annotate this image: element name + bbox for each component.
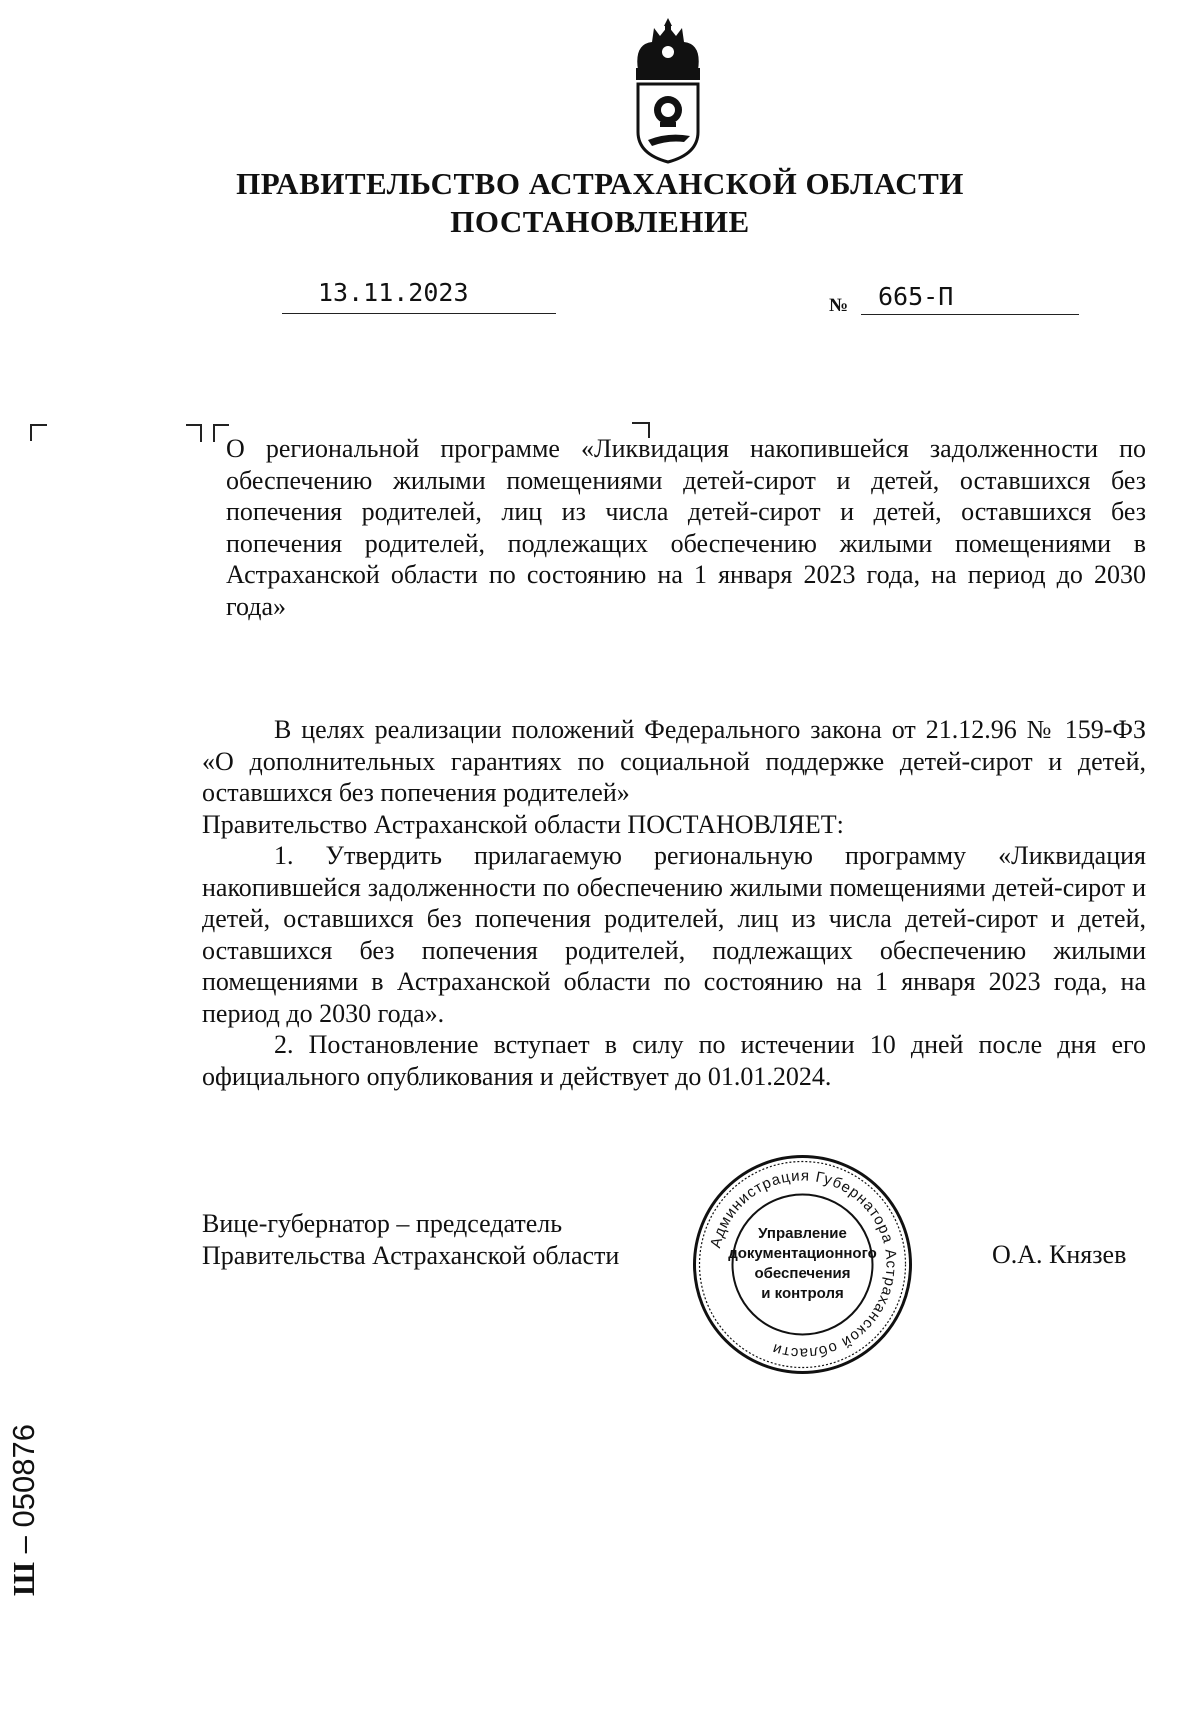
margin-corner-mark bbox=[30, 424, 47, 441]
serial-number: – 050876 bbox=[6, 1424, 41, 1562]
stamp-inner-line-4: и контроля bbox=[761, 1285, 844, 1302]
number-underline bbox=[861, 314, 1079, 315]
blank-serial-number bbox=[6, 1346, 54, 1596]
signatory-position-line-1: Вице-губернатор – председатель bbox=[202, 1209, 563, 1238]
signatory-name: О.А. Князев bbox=[992, 1240, 1127, 1269]
number-sign: № bbox=[829, 295, 849, 316]
stamp-inner-line-3: обеспечения bbox=[754, 1265, 851, 1282]
official-stamp bbox=[690, 1152, 915, 1377]
stamp-inner-line-1: Управление bbox=[758, 1225, 847, 1242]
document-date: 13.11.2023 bbox=[318, 278, 469, 307]
serial-prefix: Ш bbox=[6, 1561, 41, 1596]
document-body bbox=[202, 714, 1146, 1092]
date-underline bbox=[282, 313, 556, 314]
coat-of-arms-emblem bbox=[624, 14, 712, 164]
document-subject: О региональной программе «Ликвидация накопившейся задолженности по обеспечению жилыми помещениями детей-сирот и детей, оставшихся без попечения родителей, лиц из числа детей-сирот и детей, оставшихся без попечения родителей, подлежащих обеспечению жилыми помещениями в Астраханской области по состоянию на 1 января 2023 года, на период до 2030 года» bbox=[226, 434, 1146, 621]
decree-line: Правительство Астраханской области ПОСТАНОВЛЯЕТ: bbox=[202, 809, 844, 839]
subject-bracket-left-a bbox=[186, 424, 202, 442]
signatory-position-line-2: Правительства Астраханской области bbox=[202, 1241, 620, 1270]
document-number: 665-П bbox=[878, 282, 954, 311]
signatory-position bbox=[202, 1208, 619, 1272]
document-type-title: ПОСТАНОВЛЕНИЕ bbox=[450, 204, 750, 239]
stamp-inner-line-2: документационного bbox=[728, 1245, 877, 1262]
preamble-paragraph: В целях реализации положений Федерального закона от 21.12.96 № 159-ФЗ «О дополнительных гарантиях по социальной поддержке детей-сирот и детей, оставшихся без попечения родителей» bbox=[202, 715, 1146, 807]
government-title: ПРАВИТЕЛЬСТВО АСТРАХАНСКОЙ ОБЛАСТИ bbox=[236, 166, 964, 201]
decree-item-2: 2. Постановление вступает в силу по истечении 10 дней после дня его официального опубликования и действует до 01.01.2024. bbox=[202, 1030, 1146, 1091]
stamp-outer-text: Администрация Губернатора Астраханской области bbox=[707, 1167, 900, 1362]
decree-item-1: 1. Утвердить прилагаемую региональную программу «Ликвидация накопившейся задолженности по обеспечению жилыми помещениями детей-сирот и детей, оставшихся без попечения родителей, лиц из числа детей-сирот и детей, оставшихся без попечения родителей, подлежащих обеспечению жилыми помещениями в Астраханской области по состоянию на 1 января 2023 года, на период до 2030 года». bbox=[202, 841, 1146, 1028]
